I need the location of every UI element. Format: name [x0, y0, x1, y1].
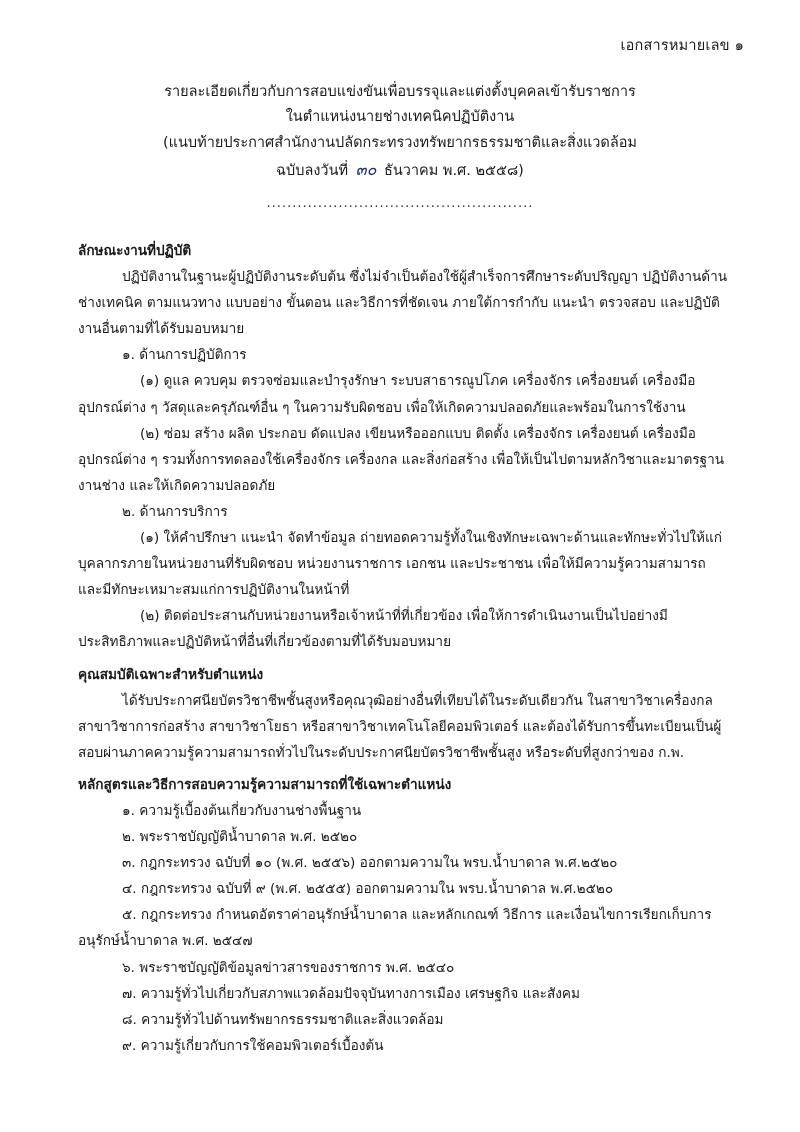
syllabus-item-4: ๔. กฎกระทรวง ฉบับที่ ๙ (พ.ศ. ๒๕๕๕) ออกตามความใน พรบ.น้ำบาดาล พ.ศ.๒๕๒๐ — [122, 881, 614, 898]
operations-item-2: (๒) ซ่อม สร้าง ผลิต ประกอบ ดัดแปลง เขียนหรือออกแบบ ติดตั้ง เครื่องจักร เครื่องยนต์ เครื่องมือ อุปกรณ์ต่าง ๆ รวมทั้งการทดลองใช้เครื่องจักร เครื่องกล และสิ่งก่อสร้าง เพื่อให้เป็นไปตามหลักวิชาและมาตรฐานงานช่าง และให้เกิดความปลอดภัย — [78, 425, 725, 494]
section-heading-exam-syllabus: หลักสูตรและวิธีการสอบความรู้ความสามารถที่ใช้เฉพาะตำแหน่ง — [78, 776, 452, 793]
title-date-prefix: ฉบับลงวันที่ — [276, 163, 349, 180]
document-title-block — [0, 80, 800, 185]
section-heading-qualifications: คุณสมบัติเฉพาะสำหรับตำแหน่ง — [78, 666, 264, 683]
document-body — [78, 232, 728, 1059]
service-item-2: (๒) ติดต่อประสานกับหน่วยงานหรือเจ้าหน้าที่ที่เกี่ยวข้อง เพื่อให้การดำเนินงานเป็นไปอย่างมีประสิทธิภาพและปฏิบัติหน้าที่อื่นที่เกี่ยวข้องตามที่ได้รับมอบหมาย — [78, 608, 668, 651]
section-heading-duties: ลักษณะงานที่ปฏิบัติ — [78, 243, 192, 259]
subsection-label-service: ๒. ด้านการบริการ — [122, 503, 228, 520]
syllabus-item-1: ๑. ความรู้เบื้องต้นเกี่ยวกับงานช่างพื้นฐาน — [122, 802, 362, 819]
title-date-suffix: ธันวาคม พ.ศ. ๒๕๕๘) — [383, 163, 524, 180]
syllabus-item-5: ๕. กฎกระทรวง กำหนดอัตราค่าอนุรักษ์น้ำบาดาล และหลักเกณฑ์ วิธีการ และเงื่อนไขการเรียกเก็บการอนุรักษ์น้ำบาดาล พ.ศ. ๒๕๔๗ — [78, 907, 712, 950]
qualifications-paragraph: ได้รับประกาศนียบัตรวิชาชีพชั้นสูงหรือคุณวุฒิอย่างอื่นที่เทียบได้ในระดับเดียวกัน ในสาขาวิชาเครื่องกล สาขาวิชาการก่อสร้าง สาขาวิชาโยธา หรือสาขาวิชาเทคโนโลยีคอมพิวเตอร์ และต้องได้รับการขึ้นทะเบียนเป็นผู้สอบผ่านภาคความรู้ความสามารถทั่วไปในระดับประกาศนียบัตรวิชาชีพชั้นสูง หรือระดับที่สูงกว่าของ ก.พ. — [78, 692, 722, 761]
duties-intro-paragraph: ปฏิบัติงานในฐานะผู้ปฏิบัติงานระดับต้น ซึ่งไม่จำเป็นต้องใช้ผู้สำเร็จการศึกษาระดับปริญญา ปฏิบัติงานด้านช่างเทคนิค ตามแนวทาง แบบอย่าง ขั้นตอน และวิธีการที่ชัดเจน ภายใต้การกำกับ แนะนำ ตรวจสอบ และปฏิบัติงานอื่นตามที่ได้รับมอบหมาย — [78, 269, 728, 338]
title-line-4 — [0, 156, 800, 184]
syllabus-item-9: ๙. ความรู้เกี่ยวกับการใช้คอมพิวเตอร์เบื้องต้น — [122, 1037, 384, 1054]
service-item-1: (๑) ให้คำปรึกษา แนะนำ จัดทำข้อมูล ถ่ายทอดความรู้ทั้งในเชิงทักษะเฉพาะด้านและทักษะทั่วไปให้แก่บุคลากรภายในหน่วยงานที่รับผิดชอบ หน่วยงานราชการ เอกชน และประชาชน เพื่อให้มีความรู้ความสามารถและมีทักษะเหมาะสมแก่การปฏิบัติงานในหน้าที่ — [78, 530, 722, 599]
operations-item-1: (๑) ดูแล ควบคุม ตรวจซ่อมและบำรุงรักษา ระบบสาธารณูปโภค เครื่องจักร เครื่องยนต์ เครื่องมือ อุปกรณ์ต่าง ๆ วัสดุและครุภัณฑ์อื่น ๆ ในความรับผิดชอบ เพื่อให้เกิดความปลอดภัยและพร้อมในการใช้งาน — [78, 373, 696, 416]
syllabus-item-3: ๓. กฎกระทรวง ฉบับที่ ๑๐ (พ.ศ. ๒๕๕๖) ออกตามความใน พรบ.น้ำบาดาล พ.ศ.๒๕๒๐ — [122, 855, 618, 872]
document-header-note: เอกสารหมายเลข ๑ — [620, 38, 744, 54]
title-line-1: รายละเอียดเกี่ยวกับการสอบแข่งขันเพื่อบรรจุและแต่งตั้งบุคคลเข้ารับราชการ — [164, 84, 636, 100]
section-divider: .................................................... — [266, 196, 534, 211]
subsection-label-operations: ๑. ด้านการปฏิบัติการ — [122, 347, 247, 364]
syllabus-item-8: ๘. ความรู้ทั่วไปด้านทรัพยากรธรรมชาติและสิ่งแวดล้อม — [122, 1011, 444, 1028]
syllabus-item-6: ๖. พระราชบัญญัติข้อมูลข่าวสารของราชการ พ.ศ. ๒๕๔๐ — [122, 959, 455, 976]
syllabus-item-2: ๒. พระราชบัญญัติน้ำบาดาล พ.ศ. ๒๕๒๐ — [122, 829, 358, 846]
handwritten-date: ๓๐ — [355, 160, 377, 180]
syllabus-item-7: ๗. ความรู้ทั่วไปเกี่ยวกับสภาพแวดล้อมปัจจุบันทางการเมือง เศรษฐกิจ และสังคม — [122, 985, 580, 1002]
title-line-3: (แนบท้ายประกาศสำนักงานปลัดกระทรวงทรัพยากรธรรมชาติและสิ่งแวดล้อม — [163, 134, 637, 151]
exam-syllabus-list — [78, 798, 728, 1059]
title-line-2: ในตำแหน่งนายช่างเทคนิคปฏิบัติงาน — [285, 109, 515, 126]
